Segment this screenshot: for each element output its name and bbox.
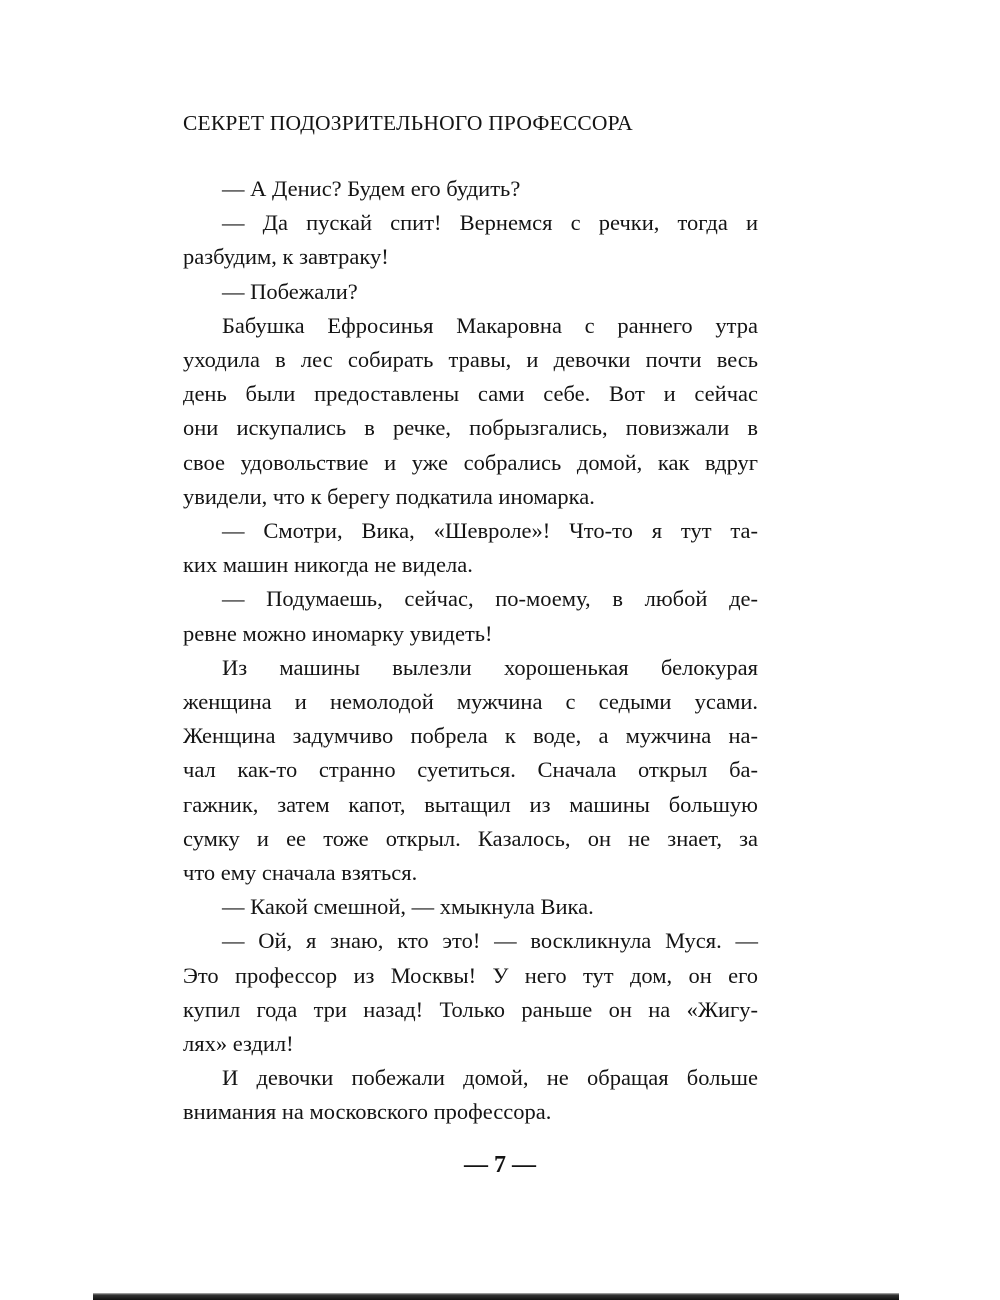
text-line: лях» ездил! bbox=[183, 1031, 294, 1057]
text-line: — Какой смешной, — хмыкнула Вика. bbox=[222, 894, 594, 920]
page-number: — 7 — bbox=[464, 1152, 536, 1178]
text-line: сумку и ее тоже открыл. Казалось, он не знает, за bbox=[183, 825, 758, 851]
text-line: — Ой, я знаю, кто это! — воскликнула Муся. — bbox=[222, 928, 758, 954]
text-line: — Смотри, Вика, «Шевроле»! Что-то я тут та- bbox=[222, 518, 758, 544]
paragraph bbox=[183, 924, 758, 1061]
text-line: разбудим, к завтраку! bbox=[183, 244, 389, 270]
text-line: что ему сначала взяться. bbox=[183, 860, 418, 886]
text-line: И девочки побежали домой, не обращая больше bbox=[222, 1065, 758, 1091]
text-line: ких машин никогда не видела. bbox=[183, 552, 473, 578]
paragraph bbox=[183, 206, 758, 274]
paragraph bbox=[183, 172, 758, 206]
text-line: они искупались в речке, побрызгались, повизжали в bbox=[183, 415, 758, 441]
text-line: гажник, затем капот, вытащил из машины большую bbox=[183, 791, 758, 817]
body-text bbox=[183, 172, 758, 1130]
text-line: свое удовольствие и уже собрались домой, как вдруг bbox=[183, 449, 758, 475]
text-line: увидели, что к берегу подкатила иномарка. bbox=[183, 483, 595, 509]
paragraph bbox=[183, 651, 758, 890]
text-line: — А Денис? Будем его будить? bbox=[222, 176, 521, 201]
bottom-rule bbox=[93, 1293, 899, 1300]
paragraph bbox=[183, 309, 758, 514]
paragraph bbox=[183, 275, 758, 309]
text-line: — Да пускай спит! Вернемся с речки, тогда и bbox=[222, 210, 758, 236]
text-line: — Подумаешь, сейчас, по-моему, в любой де- bbox=[222, 586, 758, 612]
text-line: внимания на московского профессора. bbox=[183, 1099, 552, 1125]
text-line: день были предоставлены сами себе. Вот и сейчас bbox=[183, 381, 758, 407]
text-line: — Побежали? bbox=[222, 278, 358, 304]
paragraph bbox=[183, 582, 758, 650]
text-line: Из машины вылезли хорошенькая белокурая bbox=[222, 654, 758, 680]
paragraph bbox=[183, 1061, 758, 1129]
running-header: СЕКРЕТ ПОДОЗРИТЕЛЬНОГО ПРОФЕССОРА bbox=[183, 111, 633, 135]
text-line: уходила в лес собирать травы, и девочки почти весь bbox=[183, 347, 758, 373]
text-line: купил года три назад! Только раньше он на «Жигу- bbox=[183, 996, 758, 1022]
paragraph bbox=[183, 514, 758, 582]
text-line: Бабушка Ефросинья Макаровна с раннего утра bbox=[222, 312, 758, 338]
text-line: ревне можно иномарку увидеть! bbox=[183, 620, 493, 646]
text-line: Это профессор из Москвы! У него тут дом, он его bbox=[183, 962, 758, 988]
text-line: чал как-то странно суетиться. Сначала открыл ба- bbox=[183, 757, 758, 783]
text-line: Женщина задумчиво побрела к воде, а мужчина на- bbox=[183, 723, 758, 749]
paragraph bbox=[183, 890, 758, 924]
text-line: женщина и немолодой мужчина с седыми усами. bbox=[183, 689, 758, 715]
